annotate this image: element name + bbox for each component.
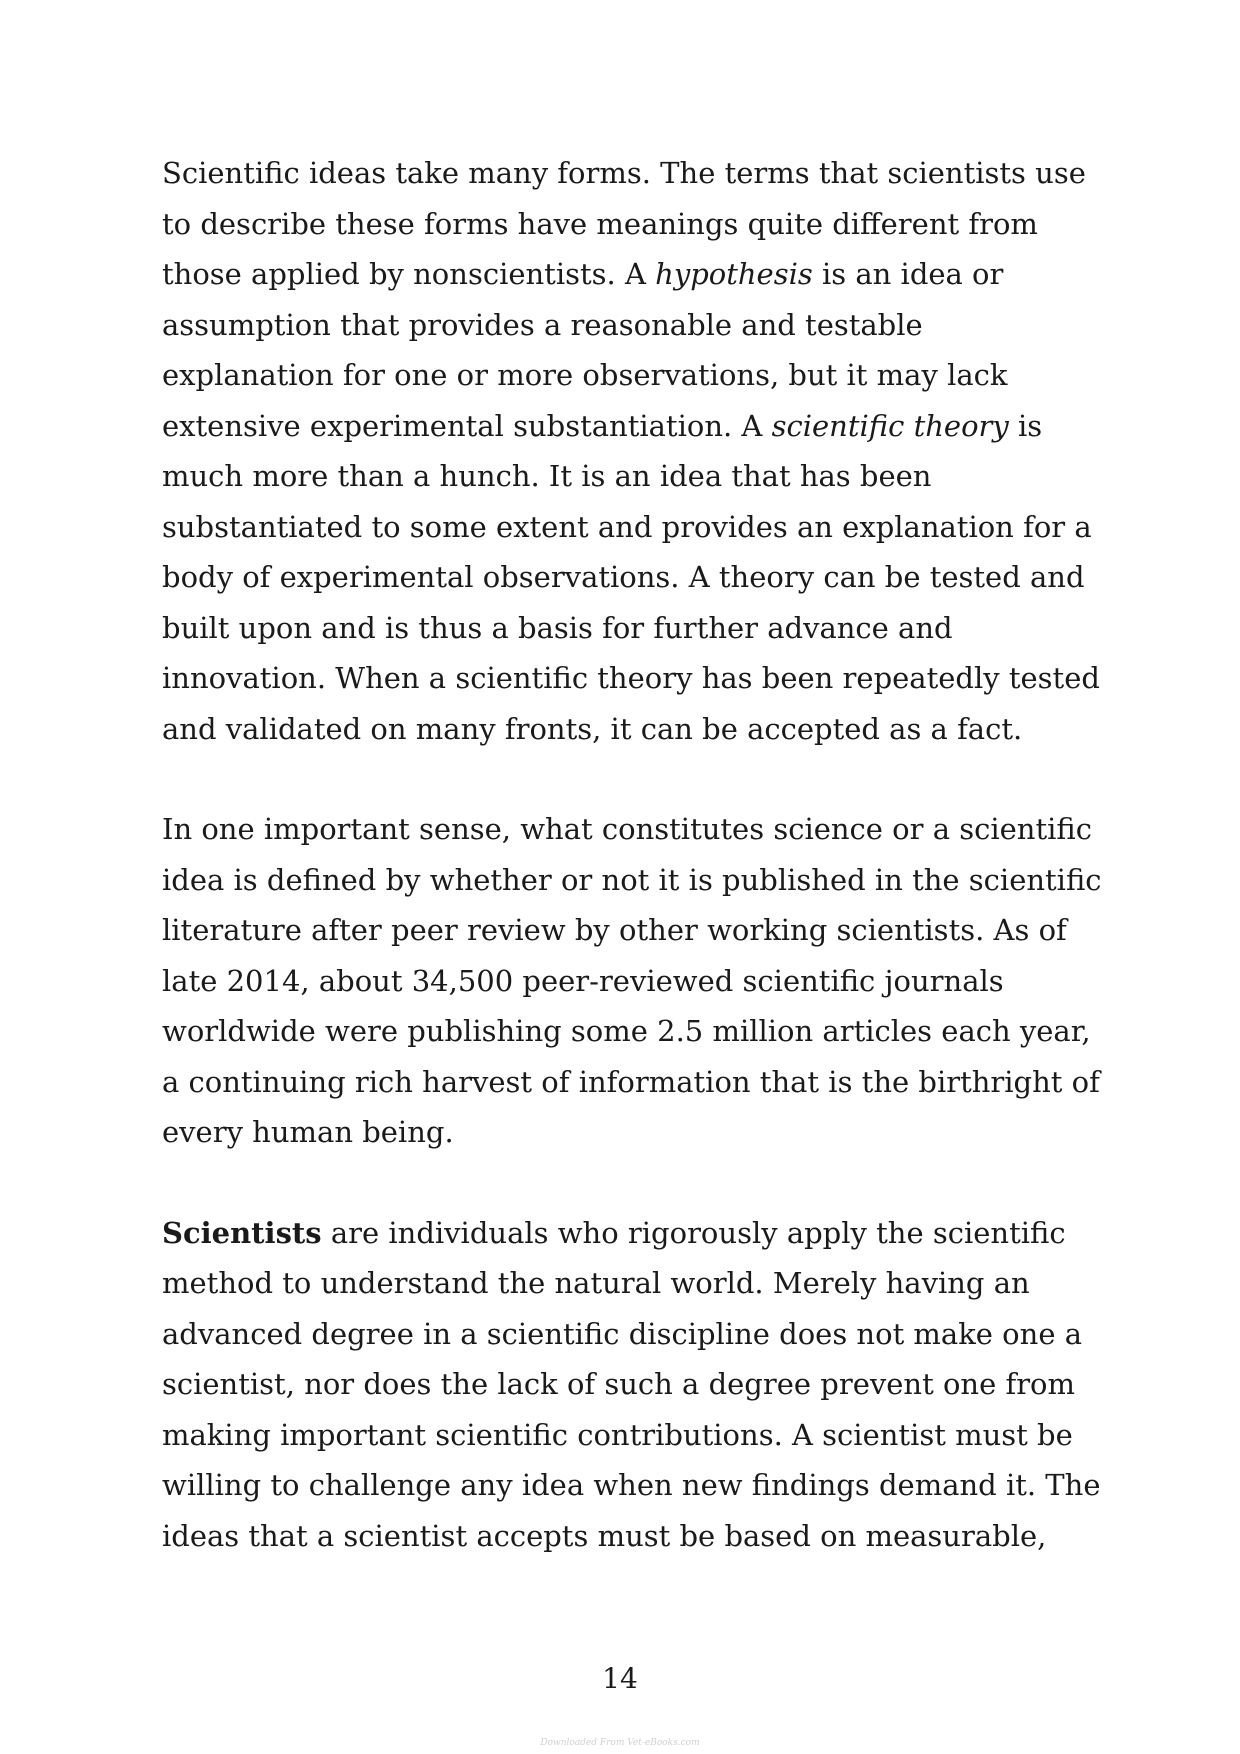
term-scientific-theory: scientific theory [771,408,1009,443]
text-segment: In one important sense, what constitutes science or a scientific idea is defined by whether or not it is published in the scientific literature after peer review by other working scientists. As of late 2014, about 34,500 peer-reviewed scientific journals worldwide were publishing some 2.5 million articles each year, a continuing rich harvest of information that is the birthright of every human being. [162,812,1102,1149]
text-segment: is much more than a hunch. It is an idea that has been substantiated to some extent and provides an explanation for a body of experimental observations. A theory can be tested and built upon and is thus a basis for further advance and innovation. When a scientific theory has been repeatedly tested and validated on many fronts, it can be accepted as a fact. [162,408,1100,746]
paragraph-theory [162,148,1102,754]
text-segment: are individuals who rigorously apply the scientific method to understand the natural world. Merely having an advanced degree in a scientific discipline does not make one a scientist, nor does the lack of such a degree prevent one from making important scientific contributions. A scientist must be willing to challenge any idea when new findings demand it. The ideas that a scientist accepts must be based on measurable, [162,1215,1101,1553]
watermark: Downloaded From Vet-eBooks.com [540,1738,700,1748]
paragraph-publication [162,804,1102,1158]
term-hypothesis: hypothesis [655,257,813,291]
page-number: 14 [602,1662,638,1695]
text-segment: is an idea or assumption that provides a reasonable and testable explanation for one or more observations, but it may lack extensive experimental substantiation. A [162,257,1008,443]
paragraph-scientists [162,1208,1102,1562]
body-text [162,148,1102,1611]
term-scientists: Scientists [162,1215,322,1250]
text-segment: Scientific ideas take many forms. The terms that scientists use to describe these forms have meanings quite different from those applied by nonscientists. A [162,156,1086,291]
